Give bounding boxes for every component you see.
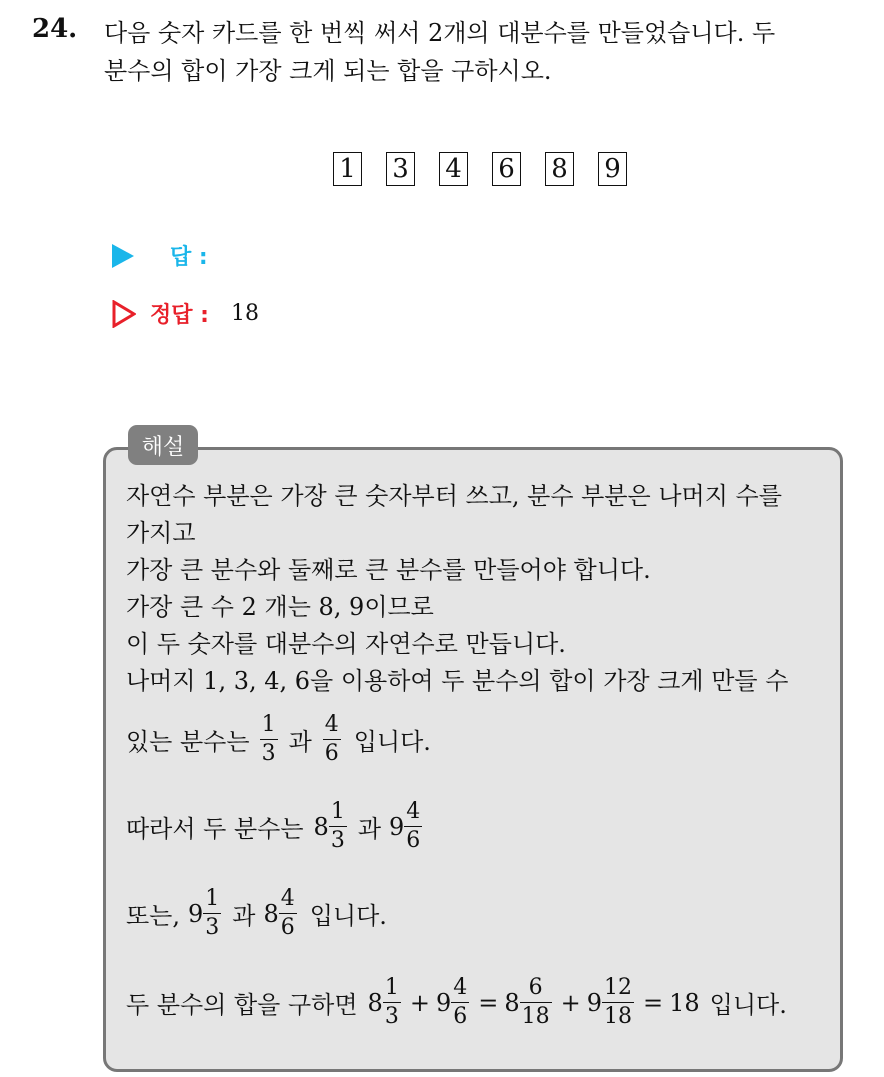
plus-sign: + — [409, 988, 430, 1017]
fraction-denominator: 18 — [604, 1004, 632, 1029]
number-card: 3 — [386, 152, 415, 186]
text-segment: 입니다. — [353, 728, 431, 756]
number-card: 4 — [439, 152, 468, 186]
text-segment: 따라서 두 분수는 — [126, 815, 304, 843]
number-card: 8 — [545, 152, 574, 186]
number-cards — [333, 152, 627, 190]
fraction-numerator: 1 — [205, 886, 220, 911]
fraction-bar — [260, 739, 278, 740]
fraction-numerator: 4 — [280, 886, 295, 911]
text-segment: 과 — [357, 815, 382, 843]
number-card: 9 — [598, 152, 627, 186]
mixed-whole: 8 — [504, 988, 520, 1017]
fraction-denominator: 6 — [453, 1004, 468, 1029]
fraction-denominator: 3 — [384, 1004, 399, 1029]
solution-line: 가장 큰 수 2 개는 8, 9이므로 — [126, 593, 434, 621]
solution-line: 자연수 부분은 가장 큰 숫자부터 쓰고, 분수 부분은 나머지 수를 — [126, 482, 782, 510]
fraction-bar — [451, 1002, 469, 1003]
solution-line: 이 두 숫자를 대분수의 자연수로 만듭니다. — [126, 630, 566, 658]
question-number: 24. — [32, 14, 78, 44]
question-line-2: 분수의 합이 가장 크게 되는 합을 구하시오. — [104, 57, 552, 85]
plus-sign: + — [560, 988, 581, 1017]
fraction-numerator: 4 — [406, 799, 421, 824]
solution-line: 가장 큰 분수와 둘째로 큰 분수를 만들어야 합니다. — [126, 556, 651, 584]
number-card: 1 — [333, 152, 362, 186]
question-text — [104, 14, 864, 90]
play-triangle-icon — [112, 244, 134, 268]
mixed-whole: 9 — [188, 899, 204, 928]
correct-value: 18 — [230, 301, 259, 326]
fraction-numerator: 6 — [528, 975, 543, 1000]
fraction-bar — [404, 826, 422, 827]
text-segment: 입니다. — [309, 902, 387, 930]
fraction — [602, 977, 634, 1028]
equals-sign: = — [478, 988, 499, 1017]
fraction — [260, 714, 278, 765]
text-segment: 또는, — [126, 902, 180, 930]
fraction — [323, 714, 341, 765]
fraction — [203, 888, 221, 939]
correct-label: 정답 : — [150, 303, 209, 328]
fraction-denominator: 6 — [406, 828, 421, 853]
fraction-denominator: 3 — [261, 741, 276, 766]
solution-line-alt — [126, 888, 831, 939]
fraction-numerator: 4 — [324, 712, 339, 737]
fraction — [451, 977, 469, 1028]
fraction-bar — [383, 1002, 401, 1003]
solution-line-mixed — [126, 801, 831, 852]
fraction-bar — [602, 1002, 634, 1003]
text-segment: 과 — [288, 728, 312, 756]
answer-label: 답 : — [170, 245, 208, 270]
mixed-whole: 8 — [313, 812, 329, 841]
mixed-whole: 9 — [435, 988, 452, 1017]
correct-answer-row — [112, 298, 259, 329]
mixed-whole: 8 — [367, 988, 383, 1017]
fraction-denominator: 18 — [521, 1004, 550, 1029]
solution-line-sum — [126, 977, 831, 1028]
text-segment: 과 — [232, 902, 256, 930]
fraction-bar — [520, 1002, 552, 1003]
mixed-whole: 8 — [263, 899, 279, 928]
fraction — [520, 977, 552, 1028]
fraction-numerator: 1 — [330, 799, 345, 824]
fraction — [383, 977, 401, 1028]
fraction — [404, 801, 422, 852]
solution-line: 나머지 1, 3, 4, 6을 이용하여 두 분수의 합이 가장 크게 만들 수 — [126, 667, 789, 695]
text-segment: 있는 분수는 — [126, 728, 250, 756]
solution-line: 가지고 — [126, 519, 196, 547]
fraction-denominator: 6 — [324, 741, 339, 766]
question-line-1: 다음 숫자 카드를 한 번씩 써서 2개의 대분수를 만들었습니다. 두 — [104, 19, 776, 47]
outline-triangle-icon — [112, 300, 136, 328]
fraction — [329, 801, 347, 852]
mixed-whole: 9 — [389, 812, 405, 841]
fraction-denominator: 6 — [280, 915, 295, 940]
fraction-numerator: 4 — [453, 975, 468, 1000]
fraction-denominator: 3 — [330, 828, 345, 853]
equals-sign: = — [643, 988, 664, 1017]
fraction-numerator: 1 — [384, 975, 399, 1000]
fraction-numerator: 1 — [261, 712, 276, 737]
solution-tag: 해설 — [128, 425, 198, 465]
sum-result: 18 — [669, 988, 700, 1017]
fraction-denominator: 3 — [205, 915, 220, 940]
number-card: 6 — [492, 152, 521, 186]
text-segment: 입니다. — [709, 991, 787, 1019]
text-segment: 두 분수의 합을 구하면 — [126, 991, 358, 1019]
solution-content — [126, 478, 831, 1028]
fraction-bar — [203, 913, 221, 914]
fraction-bar — [279, 913, 297, 914]
fraction-numerator: 12 — [604, 975, 632, 1000]
fraction — [279, 888, 297, 939]
fraction-bar — [323, 739, 341, 740]
answer-row — [112, 240, 208, 271]
solution-line-fractions — [126, 714, 831, 765]
fraction-bar — [329, 826, 347, 827]
mixed-whole: 9 — [586, 988, 602, 1017]
